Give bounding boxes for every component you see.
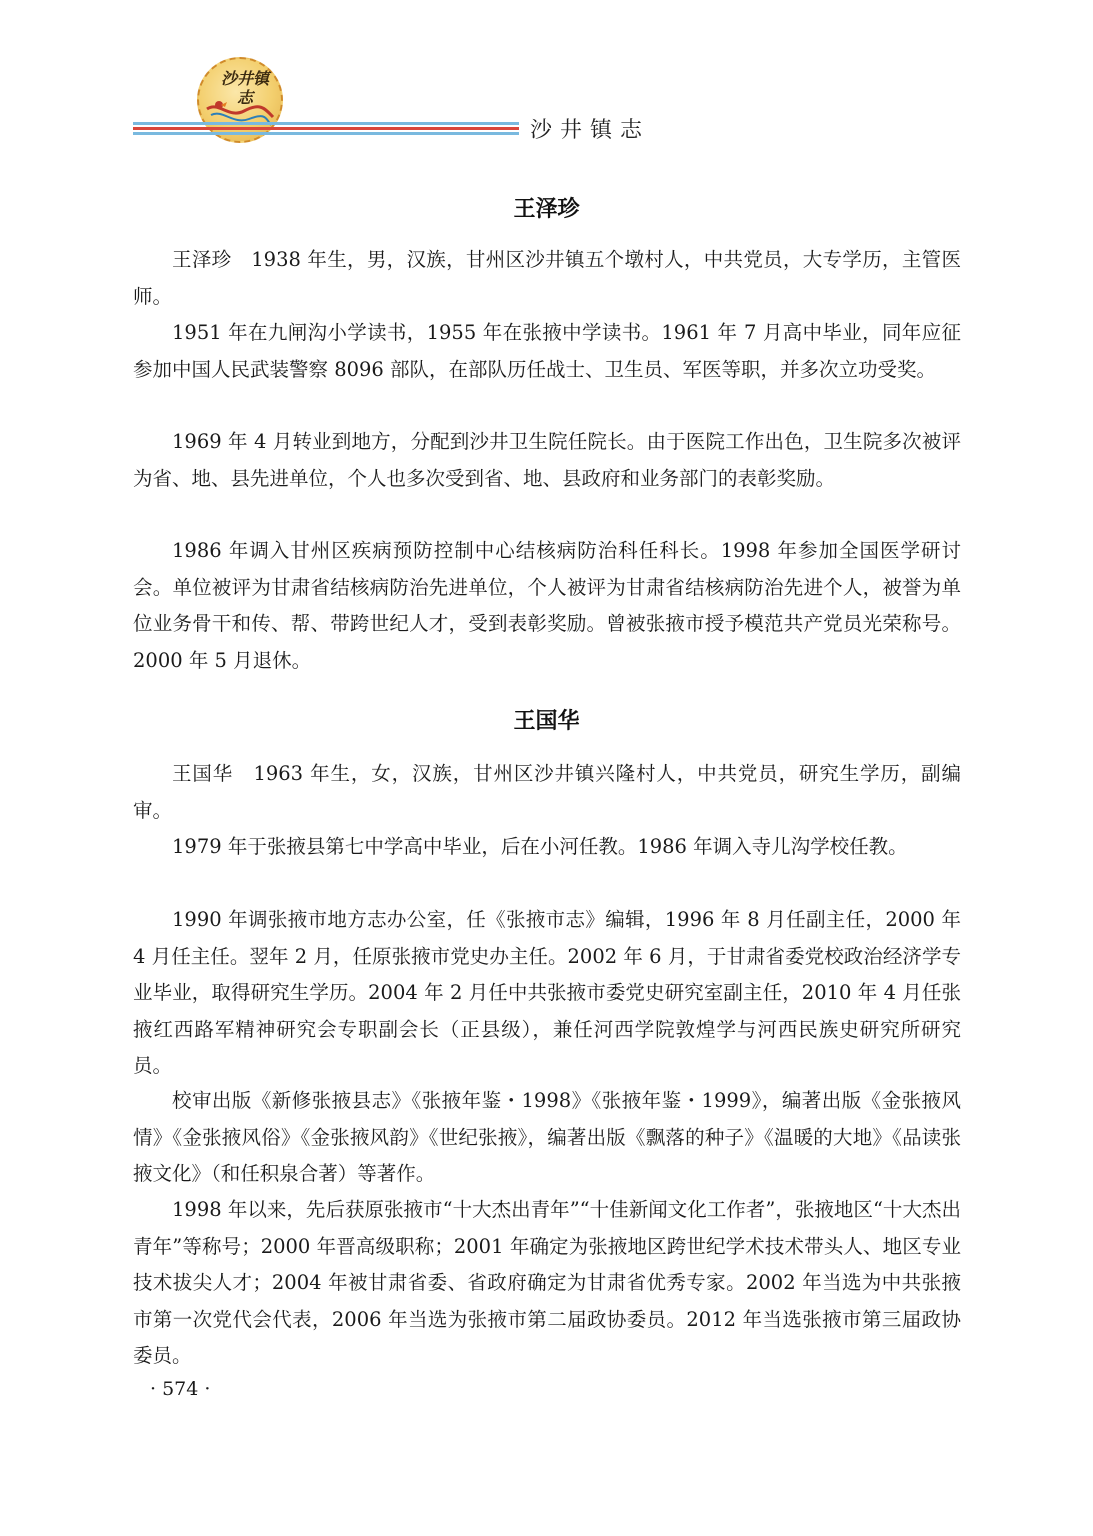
section-title-wang-zezhen: 王泽珍 [513,197,580,222]
page-number: · 574 · [150,1378,211,1400]
book-emblem-logo [197,57,283,143]
paragraph: 1951 年在九闸沟小学读书，1955 年在张掖中学读书。1961 年 7 月高中毕业，同年应征参加中国人民武装警察 8096 部队，在部队历任战士、卫生员、军医等职，并多次立功受奖。 [133,321,961,381]
header-rule-blue-lower [133,132,519,135]
paragraph: 1969 年 4 月转业到地方，分配到沙井卫生院任院长。由于医院工作出色，卫生院多次被评为省、地、县先进单位，个人也多次受到省、地、县政府和业务部门的表彰奖励。 [133,430,961,490]
section-title-wang-guohua: 王国华 [513,709,580,734]
paragraph: 1998 年以来，先后获原张掖市“十大杰出青年”“十佳新闻文化工作者”，张掖地区“十大杰出青年”等称号；2000 年晋高级职称；2001 年确定为张掖地区跨世纪学术技术带头人、地区专业技术拔尖人才；2004 年被甘肃省委、省政府确定为甘肃省优秀专家。2002 年当选为中共张掖市第一次党代会代表，2006 年当选为张掖市第二届政协委员。2012 年当选张掖市第三届政协委员。 [133,1198,961,1367]
paragraph: 校审出版《新修张掖县志》《张掖年鉴・1998》《张掖年鉴・1999》，编著出版《金张掖风情》《金张掖风俗》《金张掖风韵》《世纪张掖》，编著出版《飘落的种子》《温暖的大地》《品读张掖文化》（和任积泉合著）等著作。 [133,1089,961,1185]
paragraph: 1990 年调张掖市地方志办公室，任《张掖市志》编辑，1996 年 8 月任副主任，2000 年 4 月任主任。翌年 2 月，任原张掖市党史办主任。2002 年 6 月，于甘肃省委党校政治经济学专业毕业，取得研究生学历。2004 年 2 月任中共张掖市委党史研究室副主任，2010 年 4 月任张掖红西路军精神研究会专职副会长（正县级），兼任河西学院敦煌学与河西民族史研究所研究员。 [133,908,961,1077]
paragraph: 王泽珍 1938 年生，男，汉族，甘州区沙井镇五个墩村人，中共党员，大专学历，主管医师。 [133,248,961,308]
emblem-text: 沙井镇志 [220,69,269,107]
header-rule-red [133,127,519,130]
page-header [0,0,1093,150]
paragraph: 1986 年调入甘州区疾病预防控制中心结核病防治科任科长。1998 年参加全国医学研讨会。单位被评为甘肃省结核病防治先进单位，个人被评为甘肃省结核病防治先进个人，被誉为单位业务骨干和传、帮、带跨世纪人才，受到表彰奖励。曾被张掖市授予模范共产党员光荣称号。2000 年 5 月退休。 [133,539,961,672]
paragraph: 1979 年于张掖县第七中学高中毕业，后在小河任教。1986 年调入寺儿沟学校任教。 [172,835,908,858]
running-header-title: 沙井镇志 [530,118,651,143]
header-rule-blue [133,122,519,125]
paragraph: 王国华 1963 年生，女，汉族，甘州区沙井镇兴隆村人，中共党员，研究生学历，副编审。 [133,762,961,822]
